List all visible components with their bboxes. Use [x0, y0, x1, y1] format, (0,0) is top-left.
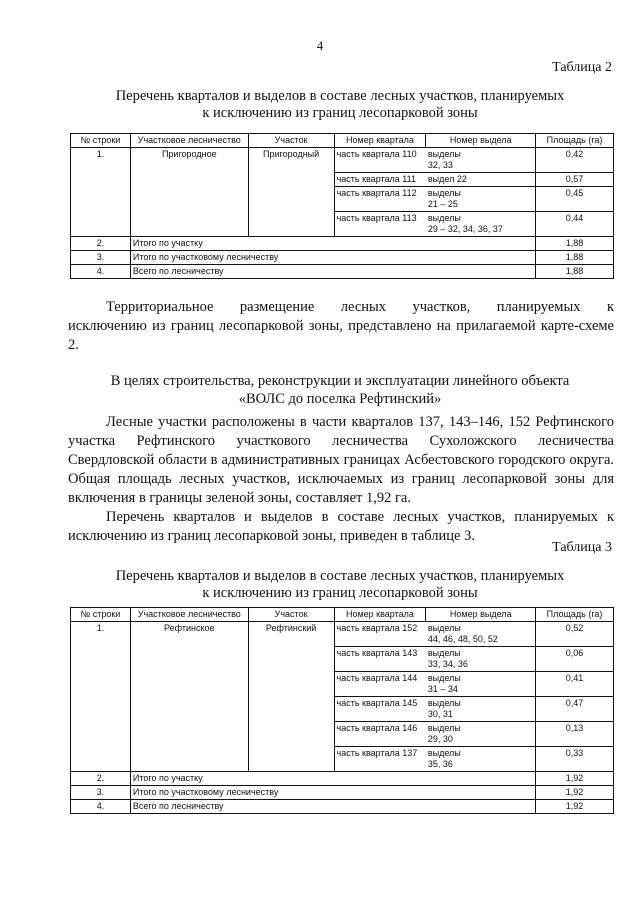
allotment-cell — [426, 212, 536, 237]
quarter-cell: часть квартала 112 — [334, 187, 426, 212]
allotment-cell — [426, 647, 536, 672]
row-number: 2. — [71, 237, 131, 251]
header-cell: Номер выдела — [426, 134, 536, 148]
paragraph-line: исключению из границ лесопарковой зоны, представлено на прилагаемой карте-схеме 2. — [68, 318, 614, 353]
area-cell: 0,33 — [536, 747, 614, 772]
total-area: 1,92 — [536, 800, 614, 814]
total-row — [71, 237, 614, 251]
allotment-line: 21 – 25 — [427, 199, 458, 209]
allotment-line: 33, 34, 36 — [427, 659, 468, 669]
header-cell: Площадь (га) — [536, 608, 614, 622]
header-cell: Участковое лесничество — [130, 608, 248, 622]
allotment-cell — [426, 672, 536, 697]
paragraph-description — [68, 413, 614, 508]
header-cell: Номер квартала — [334, 134, 426, 148]
allotment-cell — [426, 148, 536, 173]
paragraph-text: Лесные участки расположены в части кварталов 137, 143–146, 152 Рефтинского участка Рефтинского участкового лесничества Сухоложского лесничества Свердловской области в административных границах Асбестовского городского округа. Общая площадь лесных участков, исключаемых из границ лесопарковой зоны для включения в границы зеленой зоны, составляет 1,92 га. — [68, 414, 614, 506]
total-label: Итого по участковому лесничеству — [130, 786, 535, 800]
table3 — [70, 607, 614, 814]
total-label: Всего по лесничеству — [130, 800, 535, 814]
allotment-cell — [426, 697, 536, 722]
total-area: 1,92 — [536, 786, 614, 800]
allotment-line: выделы — [427, 673, 461, 683]
area-cell: 0,47 — [536, 697, 614, 722]
header-cell: Участок — [248, 134, 334, 148]
row-number: 3. — [71, 786, 131, 800]
quarter-cell: часть квартала 152 — [334, 622, 426, 647]
forestry-name: Пригородное — [130, 148, 248, 237]
allotment-line: выделы — [427, 149, 461, 159]
area-cell: 0,52 — [536, 622, 614, 647]
paragraph-line: Территориальное размещение лесных участков, планируемых к — [106, 299, 614, 315]
row-number: 1. — [71, 622, 131, 772]
header-cell: Площадь (га) — [536, 134, 614, 148]
table-row — [71, 148, 614, 173]
quarter-cell: часть квартала 137 — [334, 747, 426, 772]
table2-title — [60, 88, 620, 122]
allotment-line: 35, 36 — [427, 759, 453, 769]
allotment-line: выделы — [427, 698, 461, 708]
total-label: Итого по участковому лесничеству — [130, 251, 535, 265]
section-heading-line1: В целях строительства, реконструкции и эксплуатации линейного объекта — [110, 373, 570, 389]
table2-title-line1: Перечень кварталов и выделов в составе лесных участков, планируемых — [115, 88, 565, 104]
total-row — [71, 786, 614, 800]
allotment-line: выделы — [427, 723, 461, 733]
table3-title — [60, 568, 620, 602]
quarter-cell: часть квартала 111 — [334, 173, 426, 187]
allotment-line: 29, 30 — [427, 734, 453, 744]
plot-name: Пригородный — [248, 148, 334, 237]
total-row — [71, 251, 614, 265]
quarter-cell: часть квартала 143 — [334, 647, 426, 672]
total-area: 1,92 — [536, 772, 614, 786]
allotment-line: выделы — [427, 623, 461, 633]
row-number: 4. — [71, 800, 131, 814]
table-row — [71, 622, 614, 647]
quarter-cell: часть квартала 113 — [334, 212, 426, 237]
area-cell: 0,06 — [536, 647, 614, 672]
total-label: Итого по участку — [130, 237, 535, 251]
area-cell: 0,44 — [536, 212, 614, 237]
header-cell: Номер выдела — [426, 608, 536, 622]
total-row — [71, 265, 614, 279]
header-cell: Участковое лесничество — [130, 134, 248, 148]
plot-name: Рефтинский — [248, 622, 334, 772]
paragraph-placement — [68, 298, 614, 355]
allotment-cell — [426, 187, 536, 212]
total-label: Итого по участку — [130, 772, 535, 786]
quarter-cell: часть квартала 146 — [334, 722, 426, 747]
table2-title-line2: к исключению из границ лесопарковой зоны — [202, 105, 478, 121]
total-area: 1,88 — [536, 251, 614, 265]
table2-header-row — [71, 134, 614, 148]
allotment-line: выделы — [427, 213, 461, 223]
section-heading-line2: «ВОЛС до поселка Рефтинский» — [238, 391, 442, 407]
allotment-line: выделы — [427, 188, 461, 198]
table3-label: Таблица 3 — [552, 540, 612, 555]
allotment-line: выделы — [427, 748, 461, 758]
header-cell: № строки — [71, 134, 131, 148]
quarter-cell: часть квартала 110 — [334, 148, 426, 173]
area-cell: 0,13 — [536, 722, 614, 747]
area-cell: 0,45 — [536, 187, 614, 212]
total-label: Всего по лесничеству — [130, 265, 535, 279]
header-cell: Номер квартала — [334, 608, 426, 622]
row-number: 1. — [71, 148, 131, 237]
total-row — [71, 772, 614, 786]
allotment-cell — [426, 622, 536, 647]
page-number: 4 — [316, 38, 324, 53]
table3-header-row — [71, 608, 614, 622]
paragraph-text: Перечень кварталов и выделов в составе лесных участков, планируемых к исключению из границ лесопарковой зоны, приведен в таблице 3. — [68, 509, 614, 544]
allotment-line: 30, 31 — [427, 709, 453, 719]
allotment-line: 31 – 34 — [427, 684, 458, 694]
table3-title-line2: к исключению из границ лесопарковой зоны — [202, 585, 478, 601]
forestry-name: Рефтинское — [130, 622, 248, 772]
quarter-cell: часть квартала 145 — [334, 697, 426, 722]
allotment-line: 29 – 32, 34, 36, 37 — [427, 224, 503, 234]
allotment-cell — [426, 747, 536, 772]
allotment-line: 44, 46, 48, 50, 52 — [427, 634, 498, 644]
row-number: 4. — [71, 265, 131, 279]
area-cell: 0,57 — [536, 173, 614, 187]
allotment-cell — [426, 722, 536, 747]
section-heading — [60, 372, 620, 408]
paragraph-reference — [68, 508, 614, 546]
row-number: 3. — [71, 251, 131, 265]
allotment-line: 32, 33 — [427, 160, 453, 170]
total-row — [71, 800, 614, 814]
area-cell: 0,42 — [536, 148, 614, 173]
total-area: 1,88 — [536, 237, 614, 251]
quarter-cell: часть квартала 144 — [334, 672, 426, 697]
allotment-line: выделы — [427, 648, 461, 658]
total-area: 1,88 — [536, 265, 614, 279]
row-number: 2. — [71, 772, 131, 786]
header-cell: № строки — [71, 608, 131, 622]
area-cell: 0,41 — [536, 672, 614, 697]
header-cell: Участок — [248, 608, 334, 622]
table2-label: Таблица 2 — [552, 60, 612, 75]
table2 — [70, 133, 614, 279]
allotment-cell: выдел 22 — [426, 173, 536, 187]
table3-title-line1: Перечень кварталов и выделов в составе лесных участков, планируемых — [115, 568, 565, 584]
